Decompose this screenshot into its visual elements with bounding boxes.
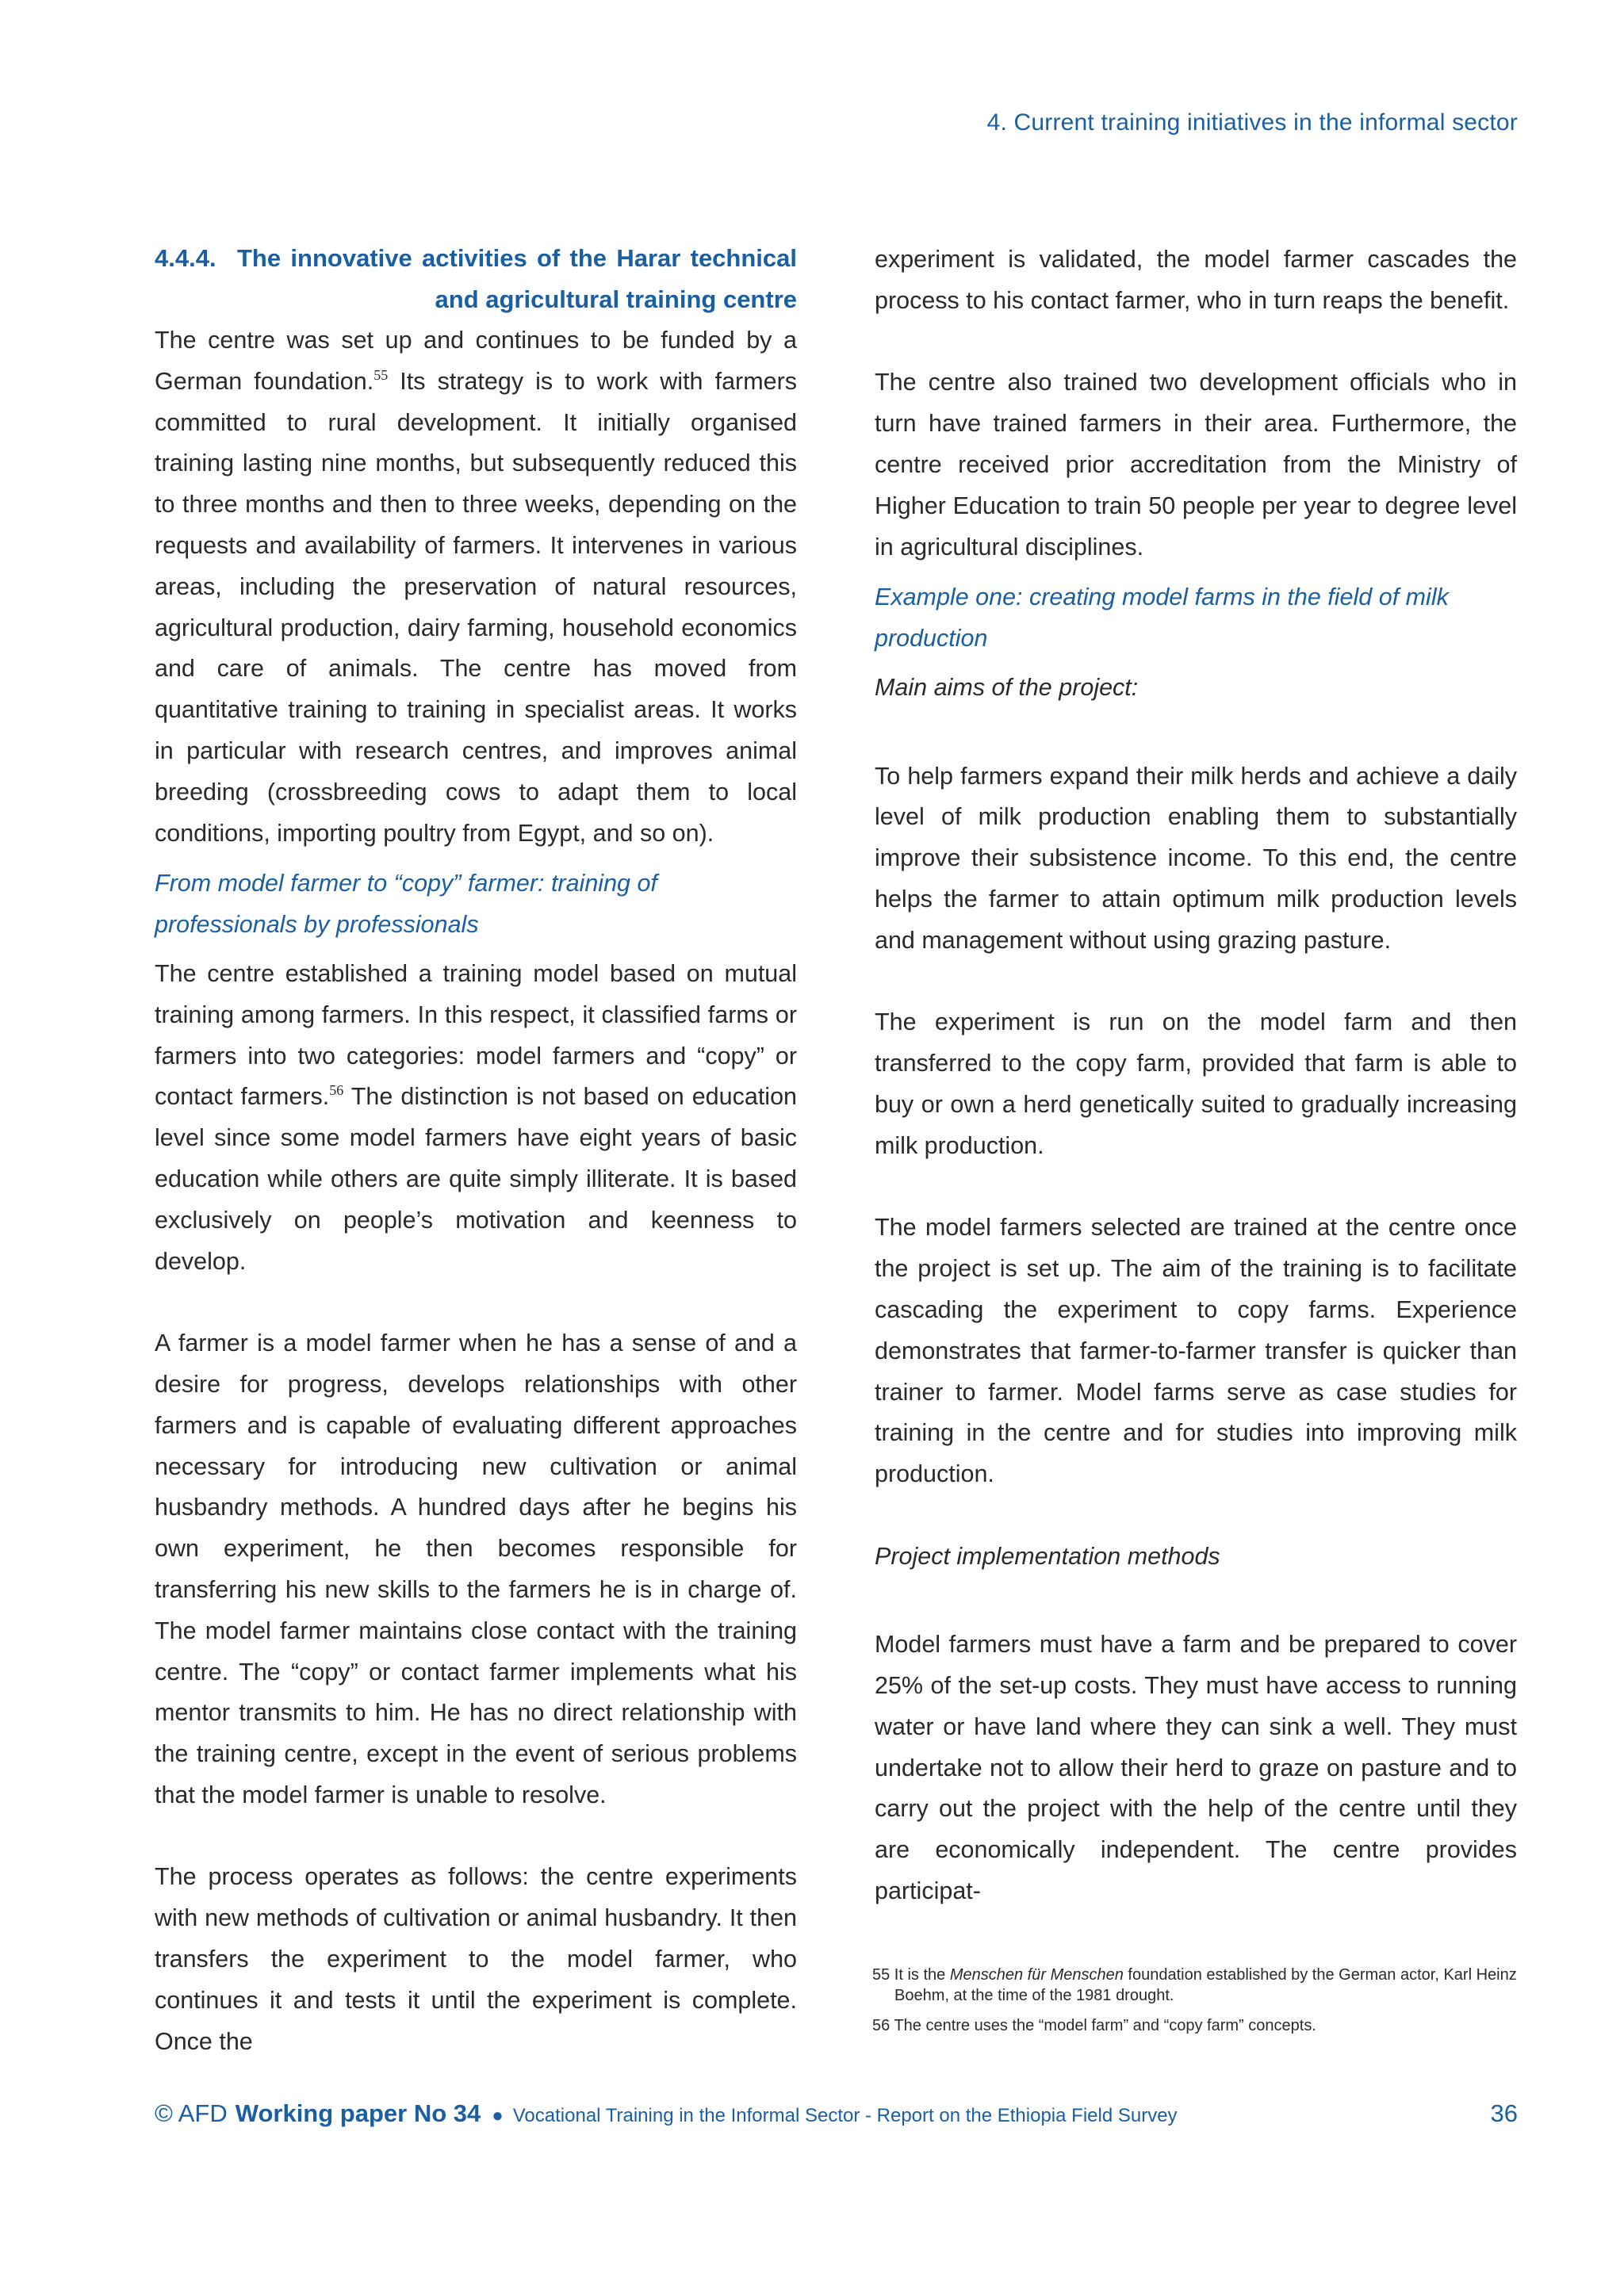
spacer bbox=[875, 1167, 1517, 1208]
paragraph: A farmer is a model farmer when he has a sense of and a desire for progress, develops relationships with other farmers and is capable of evaluating different approaches necessary for introducing new cultivation or animal husbandry methods. A hundred days after he begins his own experiment, he then becomes responsible for transferring his new skills to the farmers he is in charge of. The model farmer maintains close contact with the training centre. The “copy” or contact farmer implements what his mentor transmits to him. He has no direct relationship with the training centre, except in the event of serious problems that the model farmer is unable to resolve. bbox=[155, 1330, 797, 1808]
paragraph: experiment is validated, the model farmer cascades the process to his contact farmer, who in turn reaps the benefit. bbox=[875, 246, 1517, 314]
page-footer bbox=[155, 2099, 1518, 2128]
bullet-icon: ● bbox=[492, 2105, 504, 2126]
paragraph: The experiment is run on the model farm and then transferred to the copy farm, provided that farm is able to buy or own a herd genetically suited to gradually increasing milk production. bbox=[875, 1008, 1517, 1159]
paragraph: The process operates as follows: the centre experiments with new methods of cultivation or animal husbandry. It then transfers the experiment to the model farmer, who continues it and tests it until the experiment is complete. Once the bbox=[155, 1863, 797, 2055]
paragraph-text: Its strategy is to work with farmers committed to rural development. It initially organised training lasting nine months, but subsequently reduced this to three months and then to three weeks, depending on the requests and availability of farmers. It intervenes in various areas, including the preservation of natural resources, agricultural production, dairy farming, household economics and care of animals. The centre has moved from quantitative training to training in specialist areas. It works in particular with research centres, and improves animal breeding (crossbreeding cows to adapt them to local conditions, importing poultry from Egypt, and so on). bbox=[155, 367, 797, 847]
footnote-55 bbox=[872, 1965, 1519, 2006]
copyright: © AFD bbox=[155, 2099, 228, 2127]
methods-label: Project implementation methods bbox=[875, 1542, 1220, 1570]
footnote-text: 55 It is the bbox=[872, 1966, 950, 1984]
paragraph bbox=[155, 320, 797, 854]
running-head: 4. Current training initiatives in the informal sector bbox=[986, 109, 1518, 136]
paragraph-text: The distinction is not based on education level since some model farmers have eight years of basic education while others are quite simply illiterate. It is based exclusively on people’s motivation and keenness to develop. bbox=[155, 1083, 797, 1275]
subheading: Example one: creating model farms in the field of milk production bbox=[875, 584, 1449, 652]
paragraph: The model farmers selected are trained at the centre once the project is set up. The aim of the training is to facilitate cascading the experiment to copy farms. Experience demonstrates that farmer-to-farmer transfer is quicker than trainer to farmer. Model farms serve as case studies for training in the centre and for studies into improving milk production. bbox=[875, 1214, 1517, 1488]
page-number: 36 bbox=[1490, 2099, 1518, 2127]
spacer bbox=[875, 322, 1517, 363]
spacer bbox=[875, 1495, 1517, 1536]
series-title: Working paper No 34 bbox=[235, 2099, 481, 2127]
paragraph: The centre also trained two development officials who in turn have trained farmers in their area. Furthermore, the centre received prior accreditation from the Ministry of Higher Education to train 50 people per year to degree level in agricultural disciplines. bbox=[875, 369, 1517, 561]
paragraph-text: The centre established a training model based on mutual training among farmers. In this respect, it classified farms or farmers into two categories: model farmers and “copy” or contact farmers. bbox=[155, 959, 797, 1111]
spacer bbox=[875, 962, 1517, 1003]
spacer bbox=[875, 715, 1517, 756]
footnotes bbox=[872, 1965, 1519, 2045]
footnote-ref-56[interactable]: 56 bbox=[329, 1082, 344, 1099]
paragraph-text: The centre was set up and continues to be funded by a German foundation. bbox=[155, 327, 797, 395]
spacer bbox=[155, 1816, 797, 1858]
footnote-ref-55[interactable]: 55 bbox=[373, 366, 389, 383]
aims-label: Main aims of the project: bbox=[875, 673, 1139, 701]
spacer bbox=[875, 1584, 1517, 1625]
report-description: Vocational Training in the Informal Sector - Report on the Ethiopia Field Survey bbox=[512, 2105, 1178, 2126]
footnote-italic: Menschen für Menschen bbox=[949, 1966, 1124, 1984]
paragraph bbox=[155, 954, 797, 1282]
footnote-text: foundation established by the German actor, Karl Heinz Boehm, at the time of the 1981 drought. bbox=[894, 1966, 1517, 2004]
section-heading bbox=[155, 238, 797, 320]
footnote-56: 56 The centre uses the “model farm” and “copy farm” concepts. bbox=[872, 2017, 1316, 2034]
spacer bbox=[155, 1282, 797, 1323]
right-column bbox=[875, 239, 1517, 1912]
section-title: The innovative activities of the Harar technical and agricultural training centre bbox=[237, 244, 797, 313]
paragraph: Model farmers must have a farm and be prepared to cover 25% of the set-up costs. They must have access to running water or have land where they can sink a well. They must undertake not to allow their herd to graze on pasture and to carry out the project with the help of the centre until they are economically independent. The centre provides participat- bbox=[875, 1631, 1517, 1905]
left-column bbox=[155, 238, 797, 2062]
section-number: 4.4.4. bbox=[155, 244, 216, 272]
paragraph: To help farmers expand their milk herds and achieve a daily level of milk production enabling them to substantially improve their subsistence income. To this end, the centre helps the farmer to attain optimum milk production levels and management without using grazing pasture. bbox=[875, 762, 1517, 954]
subheading: From model farmer to “copy” farmer: training of professionals by professionals bbox=[155, 870, 657, 939]
